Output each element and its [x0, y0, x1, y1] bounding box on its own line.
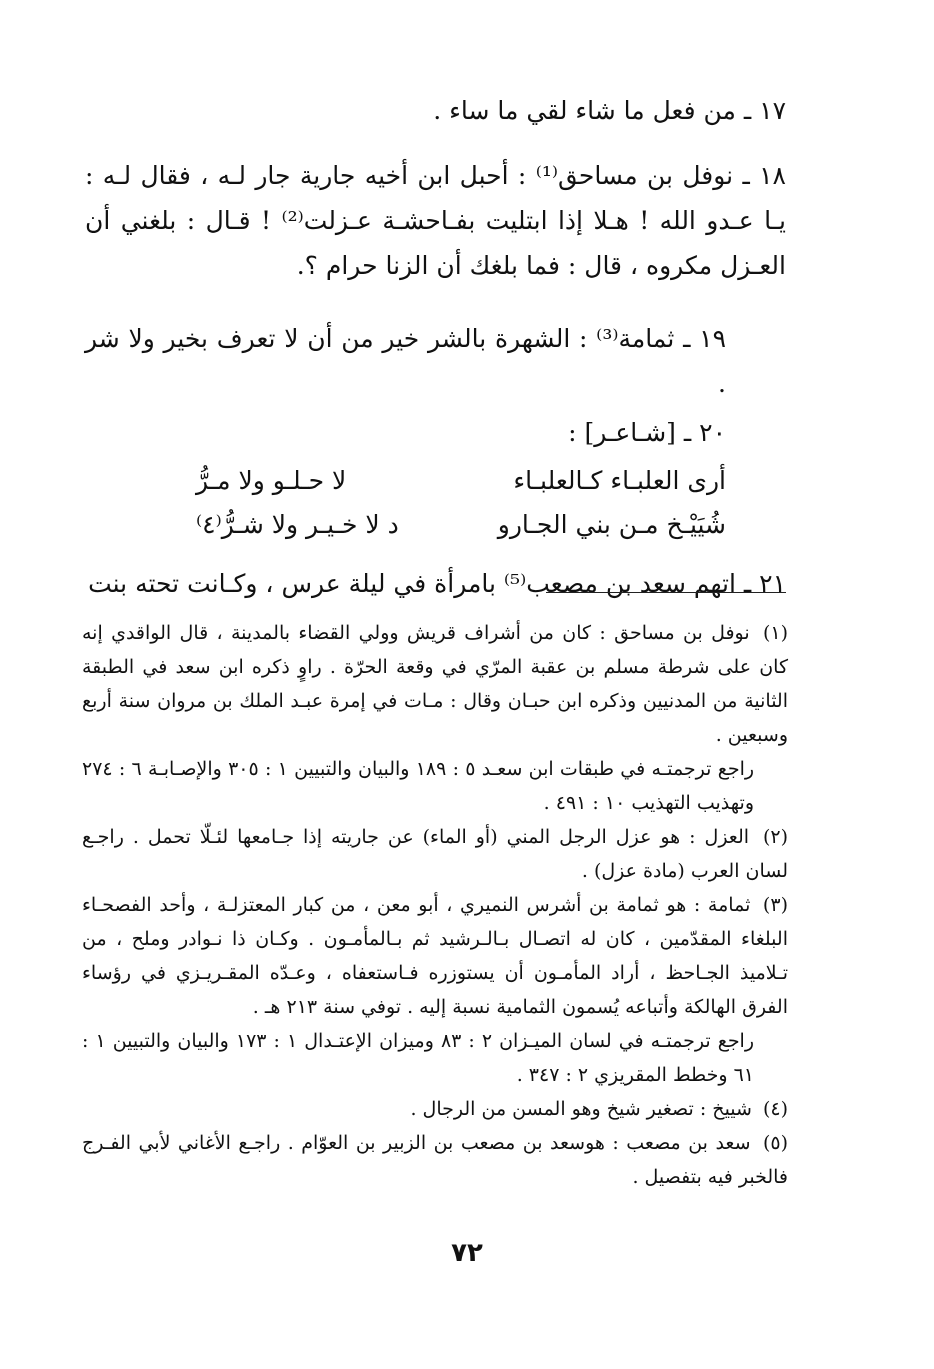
footnote-3 — [82, 888, 788, 1092]
footnote-number: (٢) — [762, 826, 788, 848]
paragraph-18: ١٨ ـ نوفل بن مساحق⁽¹⁾ : أحبل ابن أخيه جارية جار لـه ، فقال لـه : يـا عـدو الله ! هـلا إذا ابتليت بفـاحشـة عـزلت⁽²⁾ ! قـال : بلغني أن العـزل مكروه ، قال : فما بلغك أن الزنا حرام ؟. — [85, 161, 786, 280]
main-text — [85, 88, 786, 606]
footnote-text: نوفل بن مساحق : كان من أشراف قريش وولي القضاء بالمدينة ، قال الواقدي إنه كان على شرطة مسلم بن عقبة المرّي في وقعة الحرّة . راوٍ ذكره ابن سعد في الطبقة الثانية من المدنيين وذكره ابن حبـان وقال : مـات في إمرة عبـد الملك بن مروان سنة أربع وسبعين . — [82, 622, 788, 746]
footnote-2 — [82, 820, 788, 888]
poem-verse — [85, 459, 726, 547]
footnote-number: (١) — [762, 622, 788, 644]
footnote-text: ثمامة : هو ثمامة بن أشرس النميري ، أبو معن ، من كبار المعتزلـة ، وأحد الفصحـاء البلغاء المقدّمين ، كان له اتصـال بـالـرشيد ثم بـالمأمـون . وكـان ذا نـوادر وملح ، من تـلاميذ الجـاحظ ، أراد المأمـون أن يستوزره فـاستعفاه ، وعـدّه المقـريـزي في رؤساء الفرق الهالكة وأتباعه يُسمون الثمامية نسبة إليه . توفي سنة ٢١٣ هـ . — [82, 894, 788, 1018]
footnote-4 — [82, 1092, 788, 1126]
paragraph-21: ٢١ ـ اتهم سعد بن مصعب⁽⁵⁾ بامرأة في ليلة عرس ، وكـانت تحته بنت — [88, 569, 786, 598]
poem-hemistich: شُيَيْـخ مـن بني الجـارو — [497, 510, 726, 539]
footnote-number: (٣) — [762, 894, 788, 916]
footnotes — [82, 616, 788, 1194]
paragraph-19: ١٩ ـ ثمامة⁽³⁾ : الشهرة بالشر خير من أن لا تعرف بخير ولا شر . — [85, 324, 726, 398]
poem-hemistich: أرى العلبـاء كـالعلبـاء — [513, 466, 726, 495]
footnote-text: العزل : هو عزل الرجل المني (أو الماء) عن جاريته إذا جـامعها لئـلّا تحمل . راجـع لسان العرب (مادة عزل) . — [82, 826, 788, 882]
footnote-number: (٤) — [762, 1098, 788, 1120]
footnote-1 — [82, 616, 788, 820]
footnote-reference: راجع ترجمتـه في لسان الميـزان ٢ : ٨٣ وميزان الإعتـدال ١ : ١٧٣ والبيان والتبيين ١ : ٦١ وخطط المقريزي ٢ : ٣٤٧ . — [82, 1030, 755, 1086]
poem-hemistich: لا حـلـو ولا مـرُّ — [196, 466, 347, 495]
footnote-reference: راجع ترجمتـه في طبقات ابن سعـد ٥ : ١٨٩ والبيان والتبيين ١ : ٣٠٥ والإصـابـة ٦ : ٢٧٤ وتهذيب التهذيب ١٠ : ٤٩١ . — [82, 758, 755, 814]
footnote-text: شييخ : تصغير شيخ وهو المسن من الرجال . — [410, 1098, 752, 1120]
paragraph-17: ١٧ ـ من فعل ما شاء لقي ما ساء . — [433, 96, 786, 125]
poem-hemistich: د لا خـيـر ولا شـرُّ⁽٤⁾ — [196, 510, 399, 539]
footnote-number: (٥) — [762, 1132, 788, 1154]
footnote-divider — [546, 592, 786, 593]
paragraph-20-heading: ٢٠ ـ [شـاعـر] : — [568, 418, 726, 447]
poem-line-1 — [196, 459, 726, 503]
page-number: ٧٢ — [451, 1238, 483, 1268]
footnote-text: سعد بن مصعب : هوسعد بن مصعب بن الزبير بن العوّام . راجـع الأغاني لأبي الفـرج فالخبر فيه بتفصيل . — [82, 1132, 788, 1188]
poem-line-2 — [196, 503, 726, 547]
footnote-5 — [82, 1126, 788, 1194]
